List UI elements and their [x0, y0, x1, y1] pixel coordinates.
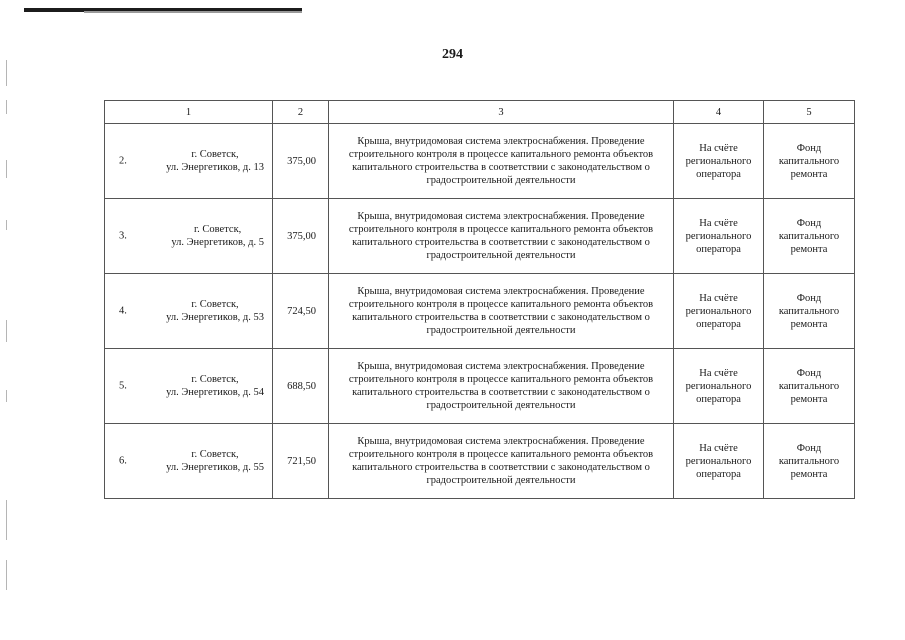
address-cell [105, 349, 273, 424]
table-row [105, 424, 855, 499]
area-value: 375,00 [273, 124, 329, 199]
table-row [105, 199, 855, 274]
fund-name: Фонд капитального ремонта [764, 124, 855, 199]
column-header-2: 2 [273, 101, 329, 124]
capital-repair-table [104, 100, 855, 499]
work-description: Крыша, внутридомовая система электроснабжения. Проведение строительного контроля в процессе капитального ремонта объектов капитального строительства в соответствии с законодательством о градостроительной деятельности [329, 124, 674, 199]
column-header-1: 1 [105, 101, 273, 124]
address-city: г. Советск, [194, 224, 242, 235]
column-header-5: 5 [764, 101, 855, 124]
address [166, 448, 264, 474]
funding-source: На счёте регионального оператора [674, 199, 764, 274]
scan-margin-marks [6, 60, 8, 620]
column-header-3: 3 [329, 101, 674, 124]
funding-source: На счёте регионального оператора [674, 274, 764, 349]
fund-name: Фонд капитального ремонта [764, 349, 855, 424]
row-number: 2. [119, 155, 127, 167]
address-cell [105, 124, 273, 199]
funding-source: На счёте регионального оператора [674, 349, 764, 424]
address-street: ул. Энергетиков, д. 54 [166, 387, 264, 398]
table-row [105, 274, 855, 349]
funding-source: На счёте регионального оператора [674, 124, 764, 199]
funding-source: На счёте регионального оператора [674, 424, 764, 499]
address-street: ул. Энергетиков, д. 5 [171, 237, 264, 248]
address-street: ул. Энергетиков, д. 13 [166, 162, 264, 173]
scan-edge-mark [24, 8, 302, 12]
address [166, 298, 264, 324]
work-description: Крыша, внутридомовая система электроснабжения. Проведение строительного контроля в процессе капитального ремонта объектов капитального строительства в соответствии с законодательством о градостроительной деятельности [329, 274, 674, 349]
area-value: 375,00 [273, 199, 329, 274]
address-city: г. Советск, [191, 149, 239, 160]
address [171, 223, 264, 249]
row-number: 4. [119, 305, 127, 317]
row-number: 3. [119, 230, 127, 242]
work-description: Крыша, внутридомовая система электроснабжения. Проведение строительного контроля в процессе капитального ремонта объектов капитального строительства в соответствии с законодательством о градостроительной деятельности [329, 199, 674, 274]
page-number: 294 [442, 47, 463, 62]
fund-name: Фонд капитального ремонта [764, 274, 855, 349]
address-city: г. Советск, [191, 374, 239, 385]
address [166, 373, 264, 399]
area-value: 688,50 [273, 349, 329, 424]
address-cell [105, 199, 273, 274]
table-header-row [105, 101, 855, 124]
area-value: 721,50 [273, 424, 329, 499]
address [166, 148, 264, 174]
fund-name: Фонд капитального ремонта [764, 199, 855, 274]
address-city: г. Советск, [191, 449, 239, 460]
table-row [105, 124, 855, 199]
address-cell [105, 424, 273, 499]
table-row [105, 349, 855, 424]
address-street: ул. Энергетиков, д. 53 [166, 312, 264, 323]
address-street: ул. Энергетиков, д. 55 [166, 462, 264, 473]
work-description: Крыша, внутридомовая система электроснабжения. Проведение строительного контроля в процессе капитального ремонта объектов капитального строительства в соответствии с законодательством о градостроительной деятельности [329, 424, 674, 499]
column-header-4: 4 [674, 101, 764, 124]
row-number: 5. [119, 380, 127, 392]
work-description: Крыша, внутридомовая система электроснабжения. Проведение строительного контроля в процессе капитального ремонта объектов капитального строительства в соответствии с законодательством о градостроительной деятельности [329, 349, 674, 424]
row-number: 6. [119, 455, 127, 467]
address-city: г. Советск, [191, 299, 239, 310]
area-value: 724,50 [273, 274, 329, 349]
fund-name: Фонд капитального ремонта [764, 424, 855, 499]
address-cell [105, 274, 273, 349]
